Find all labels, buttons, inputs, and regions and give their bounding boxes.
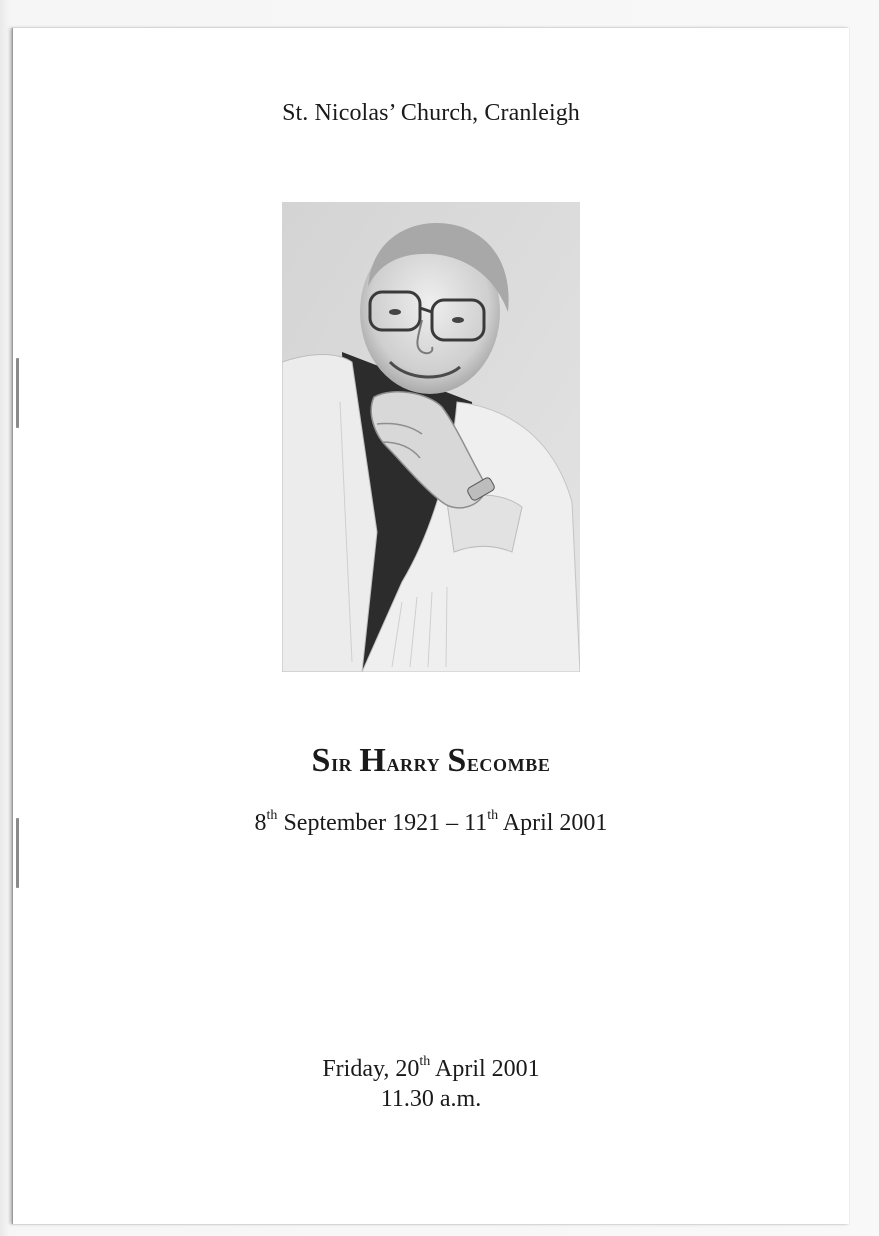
service-day: Friday, 20	[322, 1056, 420, 1082]
birth-month-year: September 1921	[283, 810, 441, 836]
name-part: ir	[331, 748, 353, 777]
service-time: 11.30 a.m.	[380, 1086, 482, 1112]
service-day-suffix: th	[419, 1054, 431, 1069]
birth-day-suffix: th	[266, 808, 278, 823]
life-dates	[13, 810, 849, 837]
venue-title: St. Nicolas’ Church, Cranleigh	[282, 100, 580, 126]
death-month-year: April 2001	[502, 810, 608, 836]
service-month-year: April 2001	[435, 1056, 540, 1082]
birth-day: 8	[254, 810, 267, 836]
staple	[16, 358, 19, 428]
name-initial: S	[447, 742, 467, 779]
portrait-illustration	[282, 202, 580, 672]
date-separator: –	[446, 810, 459, 836]
name-initial: S	[311, 742, 332, 779]
death-day-suffix: th	[487, 808, 499, 823]
death-day: 11	[464, 810, 488, 836]
name-part: arry	[386, 748, 441, 777]
name-part: ecombe	[466, 748, 551, 777]
service-date	[13, 1054, 849, 1084]
name-initial: H	[359, 742, 387, 779]
deceased-name	[13, 742, 849, 780]
order-of-service-cover	[12, 28, 849, 1224]
portrait-photo	[282, 202, 580, 672]
service-details	[13, 1054, 849, 1114]
